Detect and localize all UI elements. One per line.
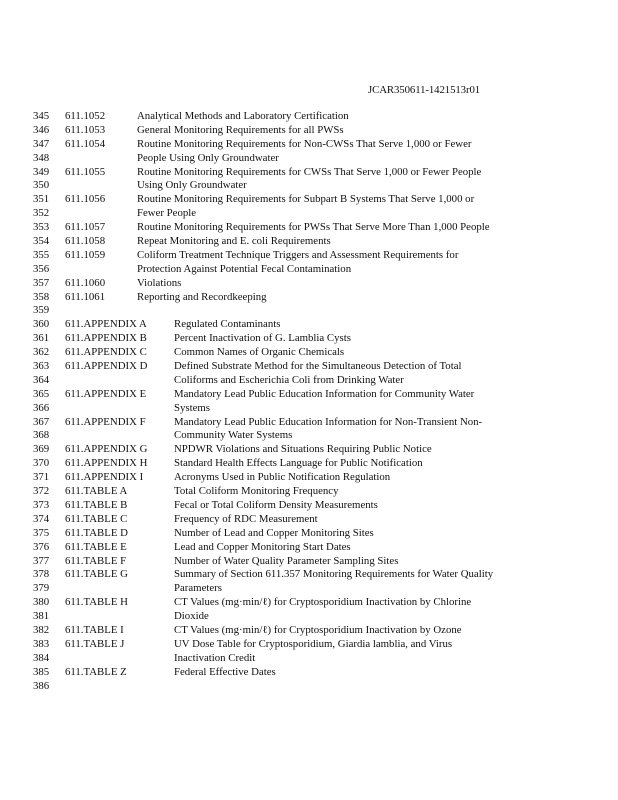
section-title: CT Values (mg·min/ℓ) for Cryptosporidium Inactivation by Ozone — [174, 623, 462, 636]
line-number: 353 — [33, 221, 50, 234]
section-title: CT Values (mg·min/ℓ) for Cryptosporidium Inactivation by Chlorine — [174, 596, 472, 609]
toc-line — [0, 596, 618, 610]
toc-line — [0, 221, 618, 235]
line-number: 377 — [33, 554, 50, 567]
toc-line — [0, 541, 618, 555]
line-number: 378 — [33, 568, 50, 581]
line-number: 374 — [33, 512, 50, 525]
toc-line — [0, 249, 618, 263]
toc-line — [0, 318, 618, 332]
toc-line — [0, 304, 618, 318]
toc-line — [0, 291, 618, 305]
line-number: 354 — [33, 235, 50, 248]
section-number: 611.TABLE J — [65, 637, 125, 650]
toc-line — [0, 457, 618, 471]
section-number: 611.APPENDIX B — [65, 332, 147, 345]
section-title: Frequency of RDC Measurement — [174, 512, 318, 525]
line-number: 372 — [33, 485, 50, 498]
toc-line — [0, 110, 618, 124]
line-number: 347 — [33, 137, 50, 150]
line-number: 375 — [33, 526, 50, 539]
section-number: 611.1061 — [65, 290, 106, 303]
toc-line — [0, 638, 618, 652]
table-of-contents — [0, 110, 618, 693]
toc-line — [0, 179, 618, 193]
toc-line — [0, 138, 618, 152]
section-title: Summary of Section 611.357 Monitoring Requirements for Water Quality — [174, 568, 494, 581]
section-title: Parameters — [174, 582, 222, 595]
toc-line — [0, 527, 618, 541]
toc-line — [0, 388, 618, 402]
section-title: NPDWR Violations and Situations Requiring Public Notice — [174, 443, 432, 456]
section-title: UV Dose Table for Cryptosporidium, Giardia lamblia, and Virus — [174, 637, 453, 650]
section-title: Federal Effective Dates — [174, 665, 276, 678]
line-number: 366 — [33, 401, 50, 414]
line-number: 346 — [33, 123, 50, 136]
line-number: 381 — [33, 610, 50, 623]
section-title: Repeat Monitoring and E. coli Requirements — [137, 235, 331, 248]
section-title: Routine Monitoring Requirements for Subpart B Systems That Serve 1,000 or — [137, 193, 475, 206]
section-title: Regulated Contaminants — [174, 318, 281, 331]
line-number: 365 — [33, 387, 50, 400]
line-number: 369 — [33, 443, 50, 456]
line-number: 362 — [33, 346, 50, 359]
section-title: Routine Monitoring Requirements for CWSs That Serve 1,000 or Fewer People — [137, 165, 482, 178]
section-title: Defined Substrate Method for the Simultaneous Detection of Total — [174, 360, 462, 373]
line-number: 368 — [33, 429, 50, 442]
line-number: 382 — [33, 623, 50, 636]
section-title: Coliforms and Escherichia Coli from Drinking Water — [174, 373, 404, 386]
toc-line — [0, 499, 618, 513]
section-number: 611.APPENDIX F — [65, 415, 146, 428]
section-title: Number of Water Quality Parameter Sampling Sites — [174, 554, 399, 567]
section-number: 611.APPENDIX G — [65, 443, 148, 456]
toc-line — [0, 360, 618, 374]
section-title: Number of Lead and Copper Monitoring Sites — [174, 526, 374, 539]
section-title: Analytical Methods and Laboratory Certification — [137, 110, 349, 122]
section-title: Mandatory Lead Public Education Information for Non-Transient Non- — [174, 415, 483, 428]
section-number: 611.1056 — [65, 193, 106, 206]
section-title: Total Coliform Monitoring Frequency — [174, 485, 339, 498]
line-number: 376 — [33, 540, 50, 553]
section-number: 611.1060 — [65, 276, 106, 289]
section-number: 611.1055 — [65, 165, 106, 178]
section-title: Common Names of Organic Chemicals — [174, 346, 345, 359]
section-title: Violations — [137, 276, 182, 289]
section-title: Reporting and Recordkeeping — [137, 290, 267, 303]
toc-line — [0, 485, 618, 499]
section-number: 611.TABLE C — [65, 512, 128, 525]
toc-line — [0, 513, 618, 527]
line-number: 364 — [33, 373, 50, 386]
section-number: 611.TABLE G — [65, 568, 128, 581]
section-number: 611.1059 — [65, 248, 106, 261]
line-number: 357 — [33, 276, 50, 289]
line-number: 379 — [33, 582, 50, 595]
toc-line — [0, 471, 618, 485]
section-number: 611.APPENDIX D — [65, 360, 148, 373]
section-title: Systems — [174, 401, 210, 414]
section-title: Community Water Systems — [174, 429, 293, 442]
toc-line — [0, 207, 618, 221]
line-number: 355 — [33, 248, 50, 261]
toc-line — [0, 568, 618, 582]
section-title: Inactivation Credit — [174, 651, 256, 664]
toc-line — [0, 263, 618, 277]
section-number: 611.1057 — [65, 221, 106, 234]
section-number: 611.TABLE E — [65, 540, 127, 553]
toc-line — [0, 374, 618, 388]
section-number: 611.TABLE D — [65, 526, 128, 539]
line-number: 352 — [33, 207, 50, 220]
section-title: Routine Monitoring Requirements for Non-CWSs That Serve 1,000 or Fewer — [137, 137, 472, 150]
toc-line — [0, 666, 618, 680]
section-title: Using Only Groundwater — [137, 179, 247, 192]
toc-line — [0, 402, 618, 416]
line-number: 348 — [33, 151, 50, 164]
toc-line — [0, 610, 618, 624]
toc-line — [0, 152, 618, 166]
section-number: 611.TABLE I — [65, 623, 124, 636]
section-title: Coliform Treatment Technique Triggers and Assessment Requirements for — [137, 248, 459, 261]
section-number: 611.APPENDIX H — [65, 457, 148, 470]
section-number: 611.APPENDIX E — [65, 387, 147, 400]
line-number: 371 — [33, 471, 50, 484]
section-number: 611.1053 — [65, 123, 106, 136]
toc-line — [0, 555, 618, 569]
toc-line — [0, 624, 618, 638]
line-number: 370 — [33, 457, 50, 470]
toc-line — [0, 235, 618, 249]
line-number: 360 — [33, 318, 50, 331]
line-number: 383 — [33, 637, 50, 650]
line-number: 373 — [33, 498, 50, 511]
toc-line — [0, 193, 618, 207]
toc-line — [0, 416, 618, 430]
toc-line — [0, 166, 618, 180]
toc-line — [0, 680, 618, 694]
toc-line — [0, 443, 618, 457]
line-number: 356 — [33, 262, 50, 275]
section-title: Protection Against Potential Fecal Contamination — [137, 262, 352, 275]
section-title: People Using Only Groundwater — [137, 151, 279, 164]
section-title: Fecal or Total Coliform Density Measurements — [174, 498, 378, 511]
toc-line — [0, 582, 618, 596]
line-number: 384 — [33, 651, 50, 664]
line-number: 367 — [33, 415, 50, 428]
line-number: 380 — [33, 596, 50, 609]
section-number: 611.1054 — [65, 137, 106, 150]
section-title: Standard Health Effects Language for Public Notification — [174, 457, 423, 470]
section-number: 611.1058 — [65, 235, 106, 248]
section-title: Routine Monitoring Requirements for PWSs That Serve More Than 1,000 People — [137, 221, 490, 234]
line-number: 385 — [33, 665, 50, 678]
section-title: Percent Inactivation of G. Lamblia Cysts — [174, 332, 351, 345]
toc-line — [0, 429, 618, 443]
line-number: 358 — [33, 290, 50, 303]
toc-line — [0, 346, 618, 360]
toc-line — [0, 652, 618, 666]
document-code: JCAR350611-1421513r01 — [368, 84, 481, 96]
section-number: 611.TABLE A — [65, 485, 128, 498]
section-number: 611.APPENDIX A — [65, 318, 147, 331]
section-number: 611.TABLE Z — [65, 665, 127, 678]
section-title: Acronyms Used in Public Notification Regulation — [174, 471, 391, 484]
section-number: 611.TABLE B — [65, 498, 128, 511]
section-number: 611.TABLE H — [65, 596, 128, 609]
section-title: Lead and Copper Monitoring Start Dates — [174, 540, 351, 553]
section-title: Fewer People — [137, 207, 197, 220]
section-title: General Monitoring Requirements for all PWSs — [137, 123, 344, 136]
line-number: 361 — [33, 332, 50, 345]
section-number: 611.1052 — [65, 110, 106, 122]
line-number: 359 — [33, 304, 50, 317]
section-title: Mandatory Lead Public Education Information for Community Water — [174, 387, 475, 400]
section-number: 611.APPENDIX I — [65, 471, 144, 484]
line-number: 345 — [33, 110, 50, 122]
line-number: 350 — [33, 179, 50, 192]
line-number: 351 — [33, 193, 50, 206]
toc-line — [0, 124, 618, 138]
section-number: 611.TABLE F — [65, 554, 127, 567]
section-title: Dioxide — [174, 610, 209, 623]
line-number: 386 — [33, 679, 50, 692]
toc-line — [0, 332, 618, 346]
line-number: 363 — [33, 360, 50, 373]
section-number: 611.APPENDIX C — [65, 346, 147, 359]
toc-line — [0, 277, 618, 291]
line-number: 349 — [33, 165, 50, 178]
